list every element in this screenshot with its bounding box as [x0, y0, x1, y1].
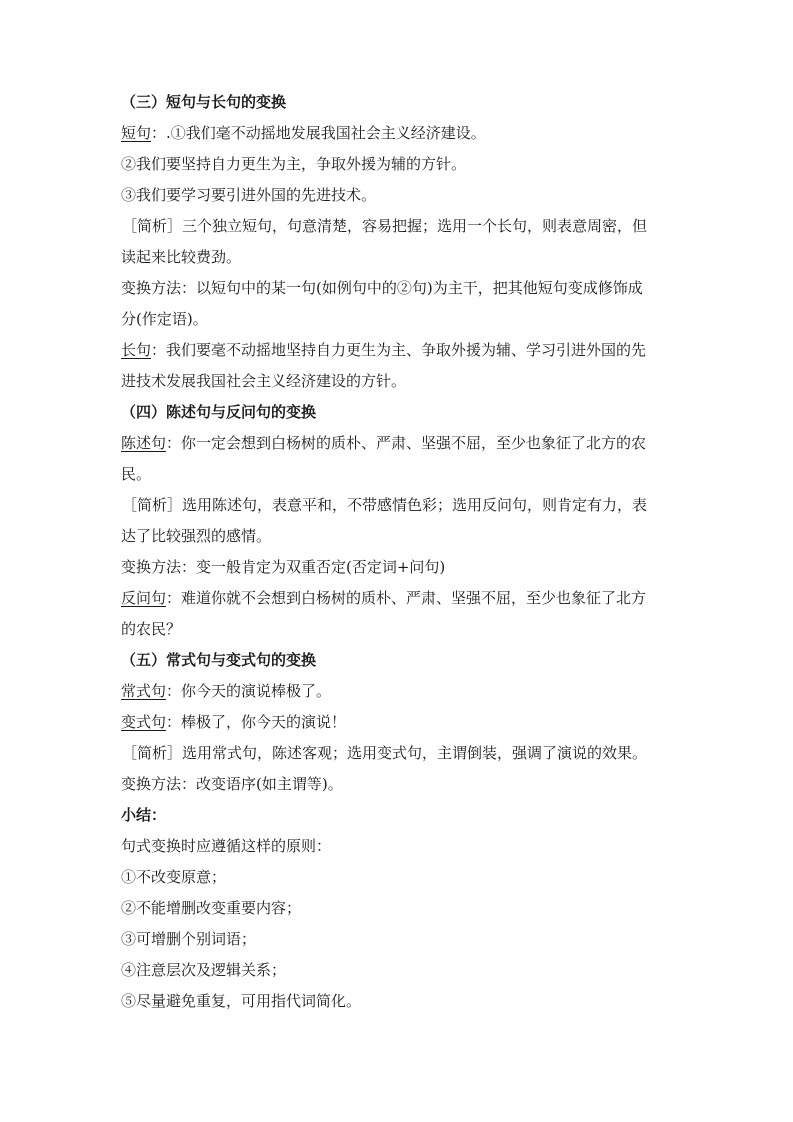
variant-sentence-line	[121, 712, 681, 732]
declarative-line-2: 民。	[121, 465, 152, 483]
short-sentence-line-2: ②我们要坚持自力更生为主，争取外援为辅的方针。	[121, 155, 467, 173]
section-heading-normal-variant: （五）常式句与变式句的变换	[121, 651, 317, 669]
rhetorical-text-1: ：难道你就不会想到白杨树的质朴、严肃、坚强不屈，至少也象征了北方	[166, 589, 647, 607]
short-sentence-label: 短句	[121, 124, 152, 142]
long-sentence-text-1: ：我们要毫不动摇地坚持自力更生为主、争取外援为辅、学习引进外国的先	[151, 341, 647, 359]
long-sentence-line-2: 进技术发展我国社会主义经济建设的方针。	[121, 372, 407, 390]
method-normal-variant: 变换方法：改变语序(如主谓等)。	[121, 775, 343, 793]
long-sentence-line-1	[121, 340, 681, 360]
declarative-label: 陈述句	[121, 434, 167, 452]
normal-sentence-line	[121, 681, 681, 701]
short-sentence-line-1	[121, 123, 681, 143]
section-heading-short-long: （三）短句与长句的变换	[121, 93, 287, 111]
summary-item: ①不改变原意；	[121, 868, 227, 886]
rhetorical-line-2: 的农民？	[121, 620, 182, 638]
variant-sentence-text: ：棒极了，你今天的演说！	[166, 713, 347, 731]
analysis-short-long-line-1: ［简析］三个独立短句，句意清楚，容易把握；选用一个长句，则表意周密，但	[122, 217, 648, 235]
summary-item: ⑤尽量避免重复，可用指代词简化。	[121, 992, 362, 1010]
document-body	[121, 92, 681, 1011]
method-short-long-line-2: 分(作定语)。	[121, 310, 208, 328]
summary-item: ④注意层次及逻辑关系；	[121, 961, 287, 979]
rhetorical-line-1	[121, 588, 681, 608]
summary-heading: 小结：	[121, 806, 167, 824]
declarative-line-1	[121, 433, 681, 453]
summary-item: ③可增删个别词语；	[121, 930, 257, 948]
method-short-long-line-1: 变换方法：以短句中的某一句(如例句中的②句)为主干，把其他短句变成修饰成	[121, 279, 643, 297]
long-sentence-label: 长句	[121, 341, 152, 359]
analysis-declarative-line-2: 达了比较强烈的感情。	[121, 527, 272, 545]
declarative-text-1: ：你一定会想到白杨树的质朴、严肃、坚强不屈，至少也象征了北方的农	[166, 434, 647, 452]
normal-sentence-text: ：你今天的演说棒极了。	[166, 682, 332, 700]
section-heading-declarative-rhetorical: （四）陈述句与反问句的变换	[121, 403, 317, 421]
normal-sentence-label: 常式句	[121, 682, 167, 700]
short-sentence-text-1: ：.①我们毫不动摇地发展我国社会主义经济建设。	[151, 124, 486, 142]
analysis-short-long-line-2: 读起来比较费劲。	[121, 248, 242, 266]
method-declarative: 变换方法：变一般肯定为双重否定(否定词+问句)	[121, 558, 446, 576]
short-sentence-line-3: ③我们要学习要引进外国的先进技术。	[121, 186, 377, 204]
rhetorical-label: 反问句	[121, 589, 167, 607]
variant-sentence-label: 变式句	[121, 713, 167, 731]
summary-item: ②不能增删改变重要内容；	[121, 899, 302, 917]
summary-intro: 句式变换时应遵循这样的原则：	[121, 837, 332, 855]
analysis-normal-variant: ［简析］选用常式句，陈述客观；选用变式句，主谓倒装，强调了演说的效果。	[122, 744, 648, 762]
analysis-declarative-line-1: ［简析］选用陈述句，表意平和，不带感情色彩；选用反问句，则肯定有力，表	[122, 496, 648, 514]
